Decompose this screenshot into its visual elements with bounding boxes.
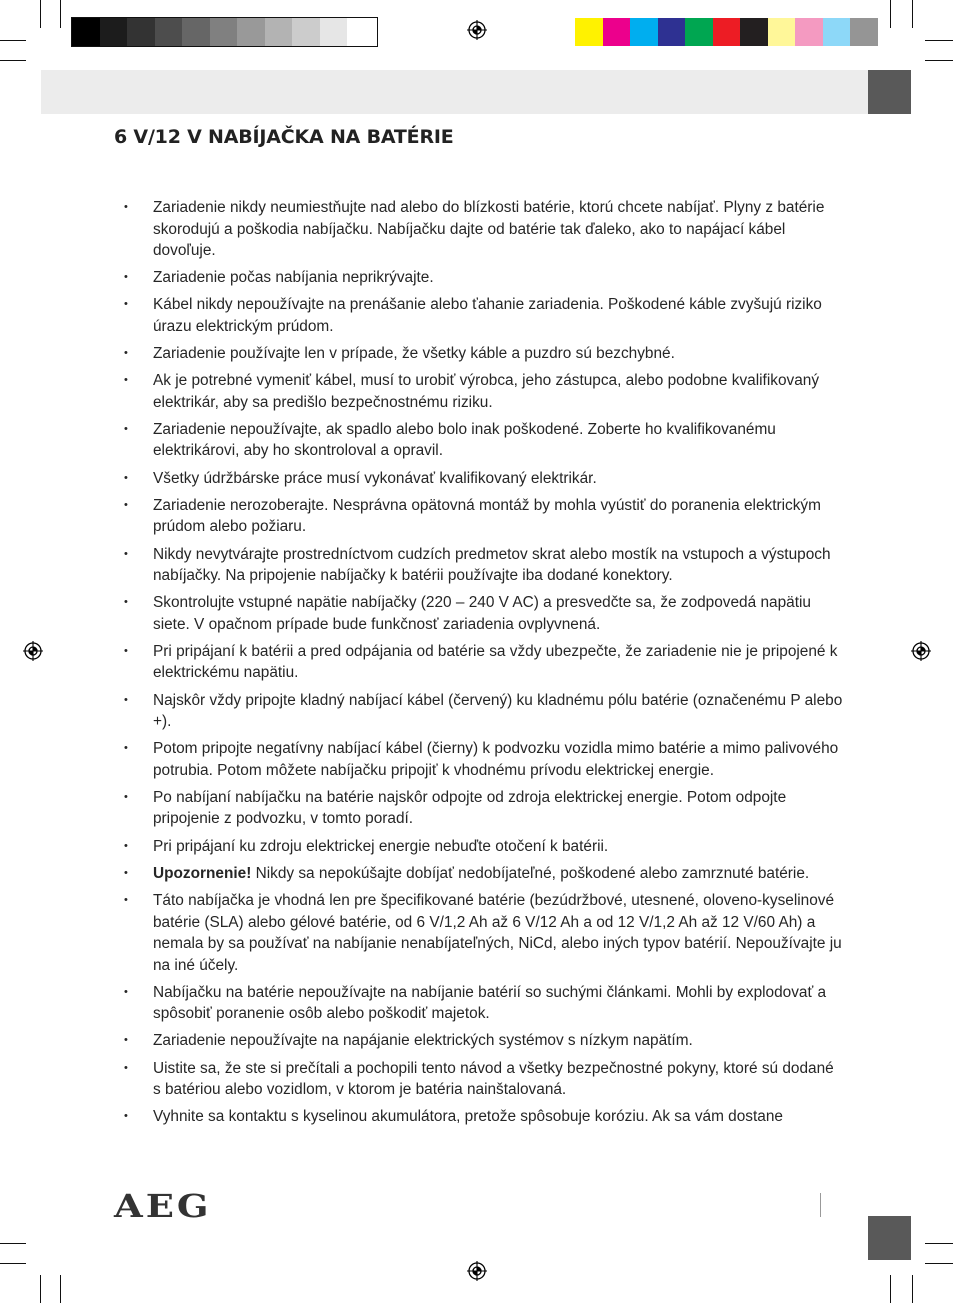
list-item bbox=[124, 294, 844, 337]
color-swatch bbox=[823, 18, 851, 46]
color-swatch bbox=[603, 18, 631, 46]
list-item bbox=[124, 197, 844, 262]
registration-mark-icon bbox=[467, 1261, 487, 1281]
list-item bbox=[124, 592, 844, 635]
list-item bbox=[124, 738, 844, 781]
list-item bbox=[124, 863, 844, 885]
header-band bbox=[41, 70, 868, 114]
page-title: 6 V/12 V NABÍJAČKA NA BATÉRIE bbox=[114, 126, 454, 148]
list-item-text: Zariadenie nerozoberajte. Nesprávna opätovná montáž by mohla vyústiť do poranenia elektrickým prúdom alebo požiaru. bbox=[153, 496, 821, 536]
list-item bbox=[124, 370, 844, 413]
color-swatch bbox=[795, 18, 823, 46]
list-item-text: Zariadenie nepoužívajte, ak spadlo alebo bolo inak poškodené. Zoberte ho kvalifikovanému elektrikárovi, aby ho skontroloval a opravil. bbox=[153, 420, 776, 460]
list-item bbox=[124, 1058, 844, 1101]
color-swatch bbox=[575, 18, 603, 46]
list-item-text: Všetky údržbárske práce musí vykonávať kvalifikovaný elektrikár. bbox=[153, 469, 597, 487]
aeg-logo: AEG bbox=[114, 1187, 212, 1225]
registration-mark-icon bbox=[467, 20, 487, 40]
color-swatch bbox=[768, 18, 796, 46]
warning-label: Upozornenie! bbox=[153, 864, 252, 882]
list-item-text: Táto nabíjačka je vhodná len pre špecifikované batérie (bezúdržbové, utesnené, oloveno-kyselinové batérie (SLA) alebo gélové batérie, od 6 V/1,2 Ah až 6 V/12 Ah a od 12 V/1,2 Ah až 12 V/60 Ah) a nemala by sa používať na nabíjanie nenabíjateľných, NiCd, alebo iných typov batérií. Nepoužívajte ju na iné účely. bbox=[153, 892, 842, 974]
list-item bbox=[124, 1106, 844, 1127]
color-swatch bbox=[850, 18, 878, 46]
list-item-text: Uistite sa, že ste si prečítali a pochopili tento návod a všetky bezpečnostné pokyny, ktoré sú dodané s batériou alebo vozidlom, v ktorom je batéria nainštalovaná. bbox=[153, 1059, 834, 1099]
list-item-text: Nabíjačku na batérie nepoužívajte na nabíjanie batérií so suchými článkami. Mohli by explodovať a spôsobiť poranenie osôb alebo poškodiť majetok. bbox=[153, 983, 827, 1023]
list-item-text: Zariadenie počas nabíjania neprikrývajte. bbox=[153, 269, 434, 287]
list-item-text: Ak je potrebné vymeniť kábel, musí to urobiť výrobca, jeho zástupca, alebo podobne kvalifikovaný elektrikár, aby sa predišlo bezpečnostnému riziku. bbox=[153, 372, 820, 411]
grayscale-frame bbox=[71, 17, 378, 47]
list-item-text: Kábel nikdy nepoužívajte na prenášanie alebo ťahanie zariadenia. Poškodené káble zvyšujú riziko úrazu elektrickým prúdom. bbox=[153, 296, 822, 335]
color-swatch bbox=[713, 18, 741, 46]
list-item bbox=[124, 890, 844, 976]
color-swatch bbox=[740, 18, 768, 46]
list-item bbox=[124, 544, 844, 587]
list-item bbox=[124, 468, 844, 490]
list-item bbox=[124, 641, 844, 684]
list-item-text: Pri pripájaní k batérii a pred odpájania od batérie sa vždy ubezpečte, že zariadenie nie je pripojené k elektrickému napätiu. bbox=[153, 642, 838, 682]
list-item-text: Potom pripojte negatívny nabíjací kábel (čierny) k podvozku vozidla mimo batérie a mimo palivového potrubia. Potom môžete nabíjačku pripojiť k vhodnému prívodu elektrickej energie. bbox=[153, 740, 839, 779]
footer-divider bbox=[820, 1193, 821, 1217]
list-item bbox=[124, 1030, 844, 1052]
list-item bbox=[124, 419, 844, 462]
list-item-text: Zariadenie nikdy neumiestňujte nad alebo do blízkosti batérie, ktorú chcete nabíjať. Plyny z batérie skorodujú a poškodia nabíjačku. Nabíjačku dajte od batérie tak ďaleko, ako to napájací kábel dovoľuje. bbox=[153, 199, 825, 259]
list-item-text: Po nabíjaní nabíjačku na batérie najskôr odpojte od zdroja elektrickej energie. Potom odpojte pripojenie z podvozku, v tomto poradí. bbox=[153, 788, 787, 828]
list-item bbox=[124, 267, 844, 289]
list-item-text: Pri pripájaní ku zdroju elektrickej energie nebuďte otočení k batérii. bbox=[153, 837, 609, 855]
list-item-text: Najskôr vždy pripojte kladný nabíjací kábel (červený) ku kladnému pólu batérie (označenému P alebo +). bbox=[153, 691, 843, 731]
color-swatch bbox=[630, 18, 658, 46]
list-item-text: Nikdy nevytvárajte prostredníctvom cudzích predmetov skrat alebo mostík na vstupoch a výstupoch nabíjačky. Na pripojenie nabíjačky k batérii používajte iba dodané konektory. bbox=[153, 545, 831, 584]
registration-mark-icon bbox=[911, 641, 931, 661]
color-swatch bbox=[658, 18, 686, 46]
color-swatch bbox=[685, 18, 713, 46]
list-item bbox=[124, 495, 844, 538]
list-item-text: Zariadenie používajte len v prípade, že všetky káble a puzdro sú bezchybné. bbox=[153, 345, 675, 363]
list-item bbox=[124, 690, 844, 733]
list-item bbox=[124, 343, 844, 365]
list-item-text: Vyhnite sa kontaktu s kyselinou akumulátora, pretože spôsobuje koróziu. Ak sa vám dostane bbox=[153, 1108, 783, 1126]
side-tab-top bbox=[868, 70, 911, 114]
list-item-text: Zariadenie nepoužívajte na napájanie elektrických systémov s nízkym napätím. bbox=[153, 1032, 693, 1050]
registration-mark-icon bbox=[23, 641, 43, 661]
list-item bbox=[124, 982, 844, 1025]
list-item-text: Nikdy sa nepokúšajte dobíjať nedobíjateľné, poškodené alebo zamrznuté batérie. bbox=[251, 864, 810, 882]
list-item-text: Skontrolujte vstupné napätie nabíjačky (220 – 240 V AC) a presvedčte sa, že zodpovedá napätiu siete. V opačnom prípade bude funkčnosť zariadenia ovplyvnená. bbox=[153, 594, 811, 633]
side-tab-bottom bbox=[868, 1216, 911, 1260]
list-item bbox=[124, 836, 844, 858]
safety-instructions-list bbox=[124, 197, 844, 1133]
list-item bbox=[124, 787, 844, 830]
